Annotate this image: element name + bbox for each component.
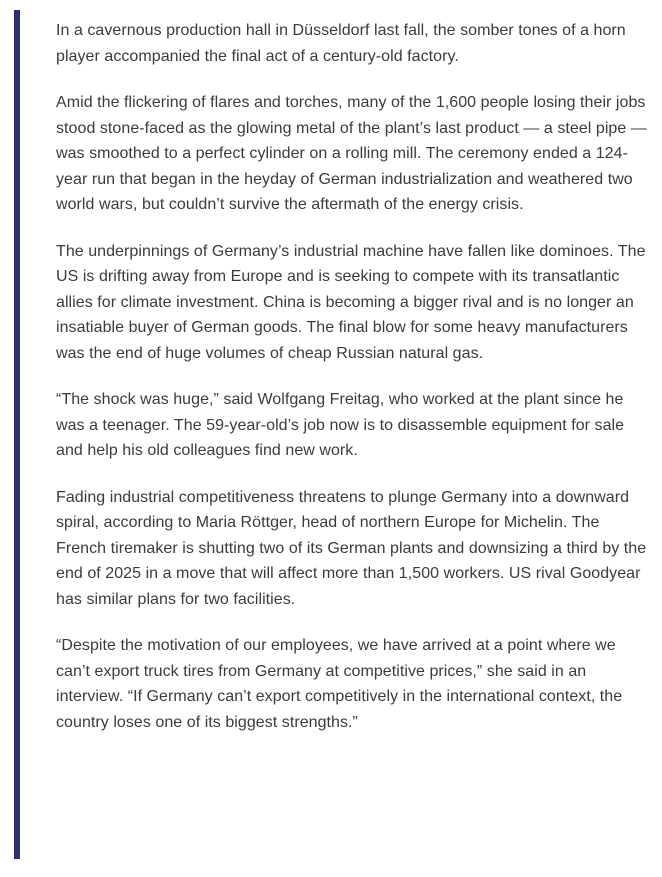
paragraph-5: Fading industrial competitiveness threatens to plunge Germany into a downward spiral, according to Maria Röttger, head of northern Europe for Michelin. The French tiremaker is shutting two of its German plants and downsizing a third by the end of 2025 in a move that will affect more than 1,500 workers. US rival Goodyear has similar plans for two facilities. [56,488,647,608]
article-body [14,10,658,859]
paragraph-1: In a cavernous production hall in Düsseldorf last fall, the somber tones of a horn player accompanied the final act of a century-old factory. [56,22,626,65]
paragraph-6: “Despite the motivation of our employees, we have arrived at a point where we can’t export truck tires from Germany at competitive prices,” she said in an interview. “If Germany can’t export competitively in the international context, the country loses one of its biggest strengths.” [56,637,623,731]
paragraph-4: “The shock was huge,” said Wolfgang Freitag, who worked at the plant since he was a teenager. The 59-year-old’s job now is to disassemble equipment for sale and help his old colleagues find new work. [56,391,625,459]
paragraph-2: Amid the flickering of flares and torches, many of the 1,600 people losing their jobs stood stone-faced as the glowing metal of the plant’s last product — a steel pipe — was smoothed to a perfect cylinder on a rolling mill. The ceremony ended a 124-year run that began in the heyday of German industrialization and weathered two world wars, but couldn’t survive the aftermath of the energy crisis. [56,94,647,213]
paragraph-3: The underpinnings of Germany’s industrial machine have fallen like dominoes. The US is drifting away from Europe and is seeking to compete with its transatlantic allies for climate investment. China is becoming a bigger rival and is no longer an insatiable buyer of German goods. The final blow for some heavy manufacturers was the end of huge volumes of cheap Russian natural gas. [56,242,646,362]
